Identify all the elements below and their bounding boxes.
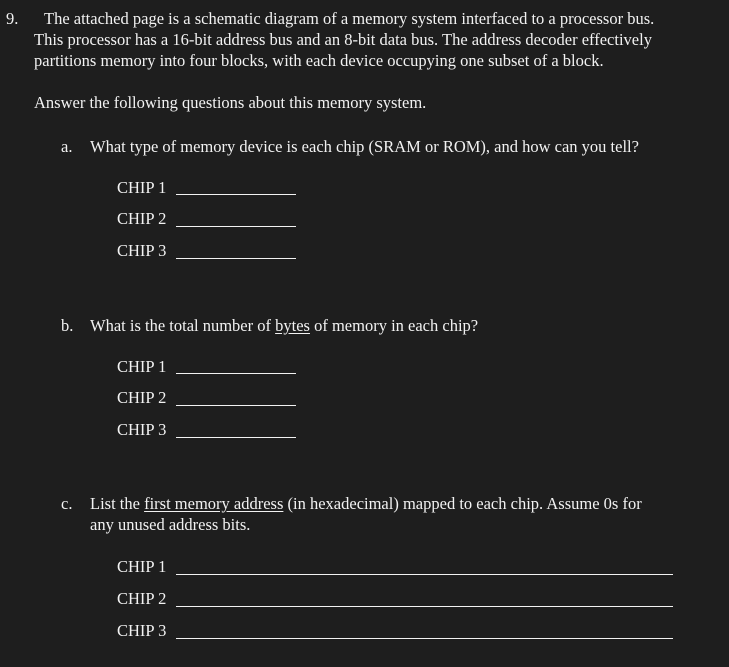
part-b-question <box>90 315 478 336</box>
part-b-text-before: What is the total number of <box>90 316 276 335</box>
intro-line-2: This processor has a 16-bit address bus and an 8-bit data bus. The address decoder effectively <box>34 30 652 49</box>
part-b-chip-1-answer-line[interactable] <box>176 373 296 374</box>
part-b-underlined-bytes: bytes <box>275 316 310 335</box>
part-c-question-line-2: any unused address bits. <box>90 515 251 534</box>
part-c-question-line-1 <box>90 493 642 514</box>
part-a-chip-3-answer-line[interactable] <box>176 258 296 259</box>
part-b-chip-3-label: CHIP 3 <box>117 420 167 439</box>
part-c-underlined-first-address: first memory address <box>144 494 284 513</box>
part-a-chip-2-label: CHIP 2 <box>117 209 167 228</box>
part-c-text-before: List the <box>90 494 145 513</box>
part-a-chip-2-answer-line[interactable] <box>176 226 296 227</box>
question-number: 9. <box>6 9 19 28</box>
part-c-chip-1-label: CHIP 1 <box>117 557 167 576</box>
instruction-text: Answer the following questions about this memory system. <box>34 93 427 112</box>
part-c-text-after: (in hexadecimal) mapped to each chip. Assume 0s for <box>283 494 642 513</box>
intro-line-3: partitions memory into four blocks, with each device occupying one subset of a block. <box>34 51 604 70</box>
part-a-question: What type of memory device is each chip (SRAM or ROM), and how can you tell? <box>90 137 639 156</box>
part-b-chip-3-answer-line[interactable] <box>176 437 296 438</box>
part-c-chip-2-answer-line[interactable] <box>176 606 673 607</box>
part-a-chip-3-label: CHIP 3 <box>117 241 167 260</box>
part-a-chip-1-answer-line[interactable] <box>176 194 296 195</box>
part-b-chip-2-answer-line[interactable] <box>176 405 296 406</box>
part-c-chip-3-answer-line[interactable] <box>176 638 673 639</box>
part-b-text-after: of memory in each chip? <box>309 316 479 335</box>
part-c-letter: c. <box>61 494 73 513</box>
part-c-chip-2-label: CHIP 2 <box>117 589 167 608</box>
part-a-letter: a. <box>61 137 73 156</box>
intro-line-1: The attached page is a schematic diagram of a memory system interfaced to a processor bus. <box>44 9 655 28</box>
part-c-chip-3-label: CHIP 3 <box>117 621 167 640</box>
part-b-chip-2-label: CHIP 2 <box>117 388 167 407</box>
part-b-letter: b. <box>61 316 74 335</box>
part-c-chip-1-answer-line[interactable] <box>176 574 673 575</box>
part-b-chip-1-label: CHIP 1 <box>117 357 167 376</box>
part-a-chip-1-label: CHIP 1 <box>117 178 167 197</box>
